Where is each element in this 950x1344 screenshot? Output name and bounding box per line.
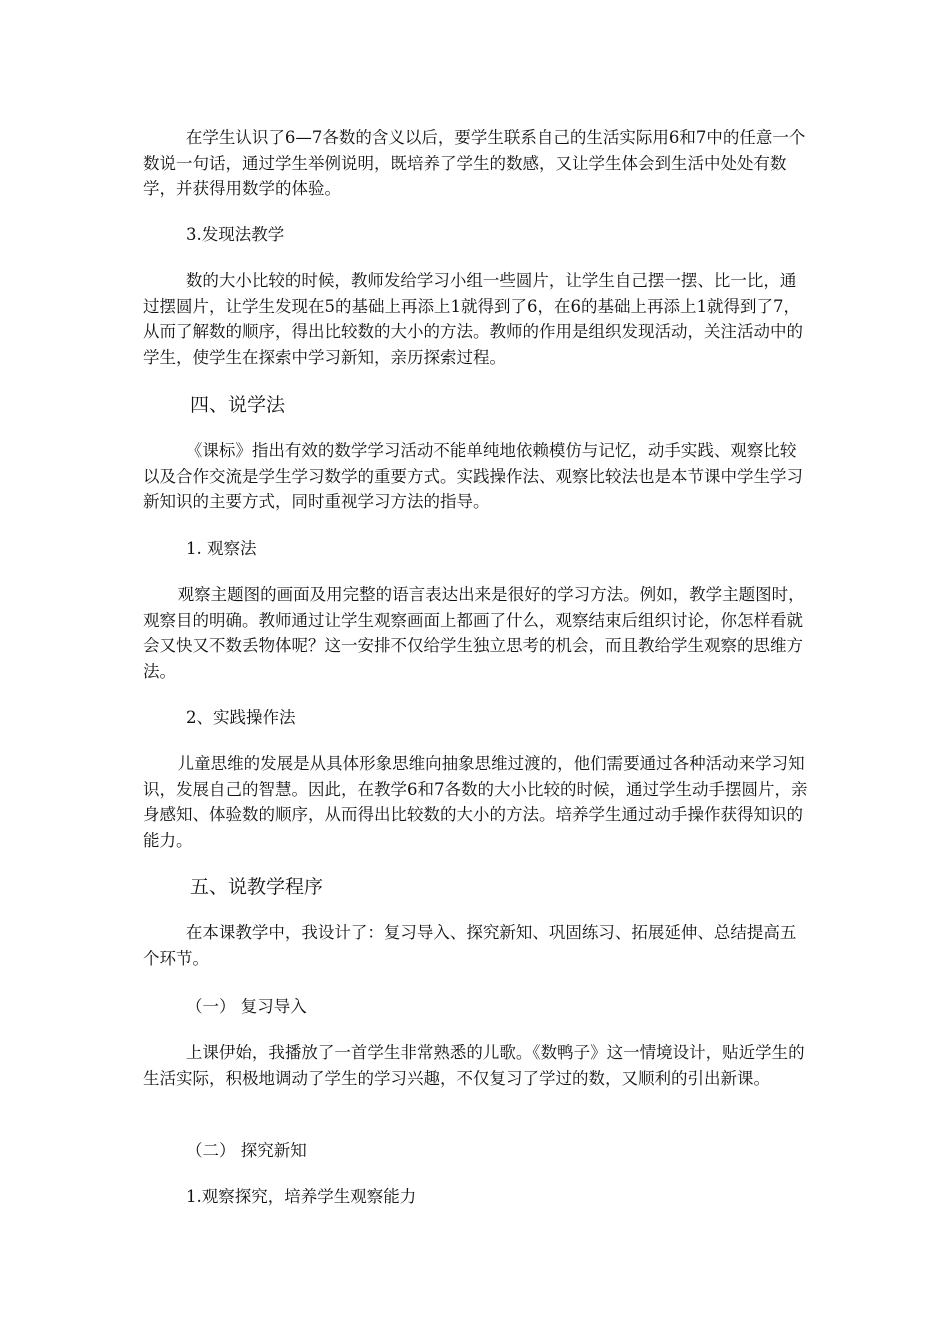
paragraph-review-introduction: 上课伊始，我播放了一首学生非常熟悉的儿歌。《数鸭子》这一情境设计，贴近学生的生活实际，积极地调动了学生的学习兴趣，不仅复习了学过的数，又顺利的引出新课。	[143, 1043, 805, 1088]
subheading-observation-method: 1. 观察法	[186, 539, 257, 558]
paragraph-discovery-activity: 数的大小比较的时候，教师发给学习小组一些圆片，让学生自己摆一摆、比一比，通过摆圆片，让学生发现在5的基础上再添上1就得到了6，在6的基础上再添上1就得到了7，从而了解数的顺序，得出比较数的大小的方法。教师的作用是组织发现活动，关注活动中的学生，使学生在探索中学习新知，亲历探索过程。	[143, 271, 803, 367]
subheading-explore-new-knowledge: （二） 探究新知	[186, 1141, 307, 1160]
paragraph-observation: 观察主题图的画面及用完整的语言表达出来是很好的学习方法。例如，教学主题图时，观察目的明确。教师通过让学生观察画面上都画了什么，观察结束后组织讨论，你怎样看就会又快又不数丢物体呢？这一安排不仅给学生独立思考的机会，而且教给学生观察的思维方法。	[143, 585, 805, 681]
paragraph-procedure-overview: 在本课教学中，我设计了：复习导入、探究新知、巩固练习、拓展延伸、总结提高五个环节。	[143, 923, 797, 968]
section-heading-learning-methods: 四、说学法	[190, 394, 286, 416]
paragraph-curriculum-standard: 《课标》指出有效的数学学习活动不能单纯地依赖模仿与记忆，动手实践、观察比较以及合作交流是学生学习数学的重要方式。实践操作法、观察比较法也是本节课中学生学习新知识的主要方式，同时重视学习方法的指导。	[143, 441, 803, 511]
subheading-observation-exploration: 1.观察探究，培养学生观察能力	[186, 1187, 417, 1206]
paragraph-number-meaning: 在学生认识了6—7各数的含义以后，要学生联系自己的生活实际用6和7中的任意一个数说一句话，通过学生举例说明，既培养了学生的数感，又让学生体会到生活中处处有数学，并获得用数学的体验。	[143, 128, 806, 198]
subheading-discovery-method: 3.发现法教学	[186, 225, 285, 244]
subheading-practice-method: 2、实践操作法	[186, 708, 296, 727]
subheading-review-introduction: （一） 复习导入	[186, 997, 307, 1016]
section-heading-teaching-procedure: 五、说教学程序	[190, 876, 324, 898]
paragraph-practice: 儿童思维的发展是从具体形象思维向抽象思维过渡的，他们需要通过各种活动来学习知识，发展自己的智慧。因此，在教学6和7各数的大小比较的时候，通过学生动手摆圆片，亲身感知、体验数的顺序，从而得出比较数的大小的方法。培养学生通过动手操作获得知识的能力。	[143, 754, 808, 850]
